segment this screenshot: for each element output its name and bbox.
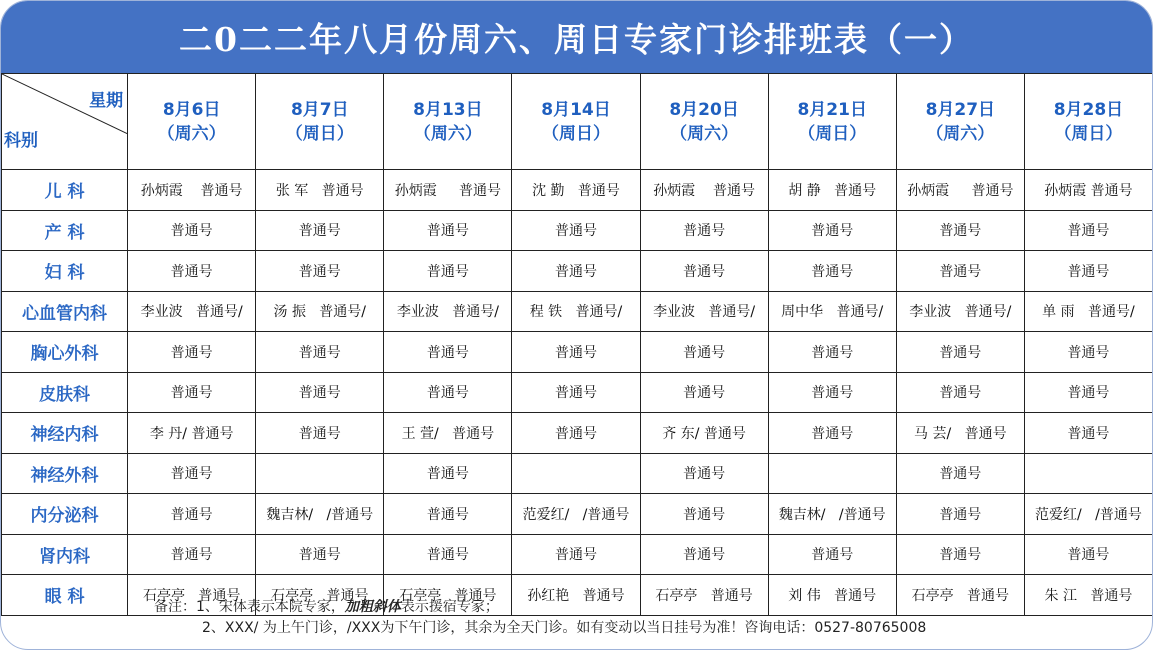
schedule-cell: 齐 东/ 普通号 [640,413,768,454]
day-weekday: （周日） [285,123,354,144]
schedule-cell: 李业波 普通号/ [640,291,768,332]
schedule-cell [768,453,896,494]
schedule-cell: 普通号 [768,332,896,373]
table-row [2,453,1153,494]
schedule-cell: 李业波 普通号/ [128,291,256,332]
notes-line1-bold: 加粗斜体 [344,599,401,615]
schedule-cell: 范爱红/ /普通号 [1024,494,1152,535]
notes-line-1 [154,597,926,618]
notes-line1-prefix: 1、宋体表示本院专家， [196,599,345,615]
schedule-cell: 范爱红/ /普通号 [512,494,640,535]
schedule-cell: 普通号 [512,534,640,575]
schedule-cell: 孙炳霞 普通号 [896,170,1024,211]
schedule-cell: 普通号 [1024,251,1152,292]
day-date: 8月27日 [925,99,996,120]
schedule-table [1,73,1153,616]
schedule-cell: 胡 静 普通号 [768,170,896,211]
schedule-cell: 普通号 [384,494,512,535]
page-title: 二0二二年八月份周六、周日专家门诊排班表（一） [1,1,1152,73]
schedule-cell: 普通号 [768,534,896,575]
schedule-cell: 普通号 [512,372,640,413]
day-date: 8月21日 [797,99,867,120]
day-header [896,74,1024,170]
day-date: 8月7日 [290,99,349,120]
schedule-cell: 普通号 [896,534,1024,575]
day-weekday: （周六） [413,123,482,144]
day-weekday: （周六） [157,123,226,144]
day-header [640,74,768,170]
day-date: 8月13日 [413,99,483,120]
schedule-cell: 单 雨 普通号/ [1024,291,1152,332]
schedule-cell: 普通号 [768,210,896,251]
schedule-cell: 孙红艳 普通号 [512,575,640,616]
schedule-cell: 普通号 [128,453,256,494]
table-row [2,332,1153,373]
day-header [128,74,256,170]
notes-line-2: 2、XXX/ 为上午门诊，/XXX为下午门诊，其余为全天门诊。如有变动以当日挂号为准！咨询电话：0527-80765008 [202,620,927,636]
schedule-cell: 普通号 [128,372,256,413]
department-name: 内分泌科 [2,494,128,535]
day-header [768,74,896,170]
schedule-cell: 普通号 [256,210,384,251]
schedule-cell: 普通号 [256,534,384,575]
schedule-cell: 普通号 [640,251,768,292]
schedule-cell: 普通号 [384,251,512,292]
schedule-cell: 普通号 [256,372,384,413]
schedule-cell: 普通号 [640,332,768,373]
schedule-cell: 普通号 [640,372,768,413]
schedule-cell: 普通号 [256,413,384,454]
schedule-cell: 普通号 [512,413,640,454]
schedule-cell: 普通号 [640,534,768,575]
department-name: 皮肤科 [2,372,128,413]
schedule-cell: 孙炳霞 普通号 [128,170,256,211]
schedule-cell: 普通号 [384,453,512,494]
day-date: 8月20日 [669,99,739,120]
day-header [512,74,640,170]
schedule-cell: 普通号 [896,494,1024,535]
table-row [2,494,1153,535]
notes [154,597,926,639]
schedule-cell: 石亭亭 普通号 [640,575,768,616]
schedule-cell: 普通号 [256,332,384,373]
schedule-cell: 魏吉林/ /普通号 [768,494,896,535]
day-date: 8月14日 [541,99,611,120]
schedule-cell: 沈 勤 普通号 [512,170,640,211]
day-date: 8月28日 [1053,99,1124,120]
schedule-cell: 李业波 普通号/ [384,291,512,332]
weekday-axis-label: 星期 [89,91,124,111]
schedule-cell: 普通号 [1024,413,1152,454]
schedule-cell: 孙炳霞 普通号 [384,170,512,211]
schedule-cell: 普通号 [128,210,256,251]
schedule-cell: 刘 伟 普通号 [768,575,896,616]
department-name: 产 科 [2,210,128,251]
schedule-cell: 普通号 [1024,210,1152,251]
schedule-cell: 普通号 [384,372,512,413]
schedule-cell: 普通号 [896,210,1024,251]
department-name: 胸心外科 [2,332,128,373]
schedule-cell: 汤 振 普通号/ [256,291,384,332]
schedule-cell: 普通号 [512,332,640,373]
schedule-cell: 普通号 [384,534,512,575]
department-name: 眼 科 [2,575,128,616]
schedule-cell [256,453,384,494]
schedule-cell [512,453,640,494]
schedule-cell: 石亭亭 普通号 [256,575,384,616]
schedule-cell: 普通号 [256,251,384,292]
table-row [2,413,1153,454]
schedule-cell: 普通号 [128,534,256,575]
day-header [256,74,384,170]
schedule-cell: 王 萱/ 普通号 [384,413,512,454]
department-name: 神经外科 [2,453,128,494]
schedule-cell: 普通号 [128,251,256,292]
day-weekday: （周日） [798,123,867,144]
table-row [2,372,1153,413]
schedule-cell: 普通号 [896,372,1024,413]
schedule-cell: 普通号 [1024,332,1152,373]
schedule-cell: 李 丹/ 普通号 [128,413,256,454]
schedule-cell: 普通号 [512,251,640,292]
day-header [1024,74,1152,170]
day-header [384,74,512,170]
table-row [2,534,1153,575]
department-axis-label: 科别 [4,131,38,151]
department-name: 肾内科 [2,534,128,575]
schedule-cell: 石亭亭 普通号 [384,575,512,616]
schedule-cell: 普通号 [384,332,512,373]
schedule-cell: 普通号 [640,453,768,494]
day-weekday: （周日） [541,123,610,144]
schedule-cell: 李业波 普通号/ [896,291,1024,332]
schedule-cell: 张 军 普通号 [256,170,384,211]
day-weekday: （周六） [926,123,995,144]
notes-line1-suffix: 表示援宿专家； [400,599,499,615]
schedule-cell: 石亭亭 普通号 [128,575,256,616]
schedule-cell: 普通号 [640,494,768,535]
department-name: 心血管内科 [2,291,128,332]
day-date: 8月6日 [162,99,221,120]
schedule-cell: 魏吉林/ /普通号 [256,494,384,535]
day-weekday: （周日） [1054,123,1123,144]
schedule-cell: 周中华 普通号/ [768,291,896,332]
schedule-cell [1024,453,1152,494]
schedule-cell: 石亭亭 普通号 [896,575,1024,616]
schedule-cell: 朱 江 普通号 [1024,575,1152,616]
table-row [2,170,1153,211]
department-name: 儿 科 [2,170,128,211]
schedule-cell: 普通号 [128,332,256,373]
day-weekday: （周六） [670,123,739,144]
department-name: 神经内科 [2,413,128,454]
table-row [2,291,1153,332]
table-row [2,210,1153,251]
schedule-cell: 普通号 [384,210,512,251]
schedule-cell: 普通号 [640,210,768,251]
schedule-cell: 普通号 [1024,372,1152,413]
schedule-cell: 普通号 [1024,534,1152,575]
schedule-cell: 普通号 [768,251,896,292]
schedule-cell: 孙炳霞 普通号 [640,170,768,211]
department-name: 妇 科 [2,251,128,292]
table-row [2,251,1153,292]
schedule-cell: 孙炳霞 普通号 [1024,170,1152,211]
schedule-cell: 马 芸/ 普通号 [896,413,1024,454]
schedule-cell: 程 铁 普通号/ [512,291,640,332]
schedule-cell: 普通号 [768,372,896,413]
schedule-cell: 普通号 [896,251,1024,292]
corner-header [2,74,128,170]
schedule-cell: 普通号 [896,332,1024,373]
schedule-cell: 普通号 [512,210,640,251]
schedule-cell: 普通号 [896,453,1024,494]
schedule-cell: 普通号 [128,494,256,535]
schedule-cell: 普通号 [768,413,896,454]
notes-label: 备注： [154,599,196,615]
